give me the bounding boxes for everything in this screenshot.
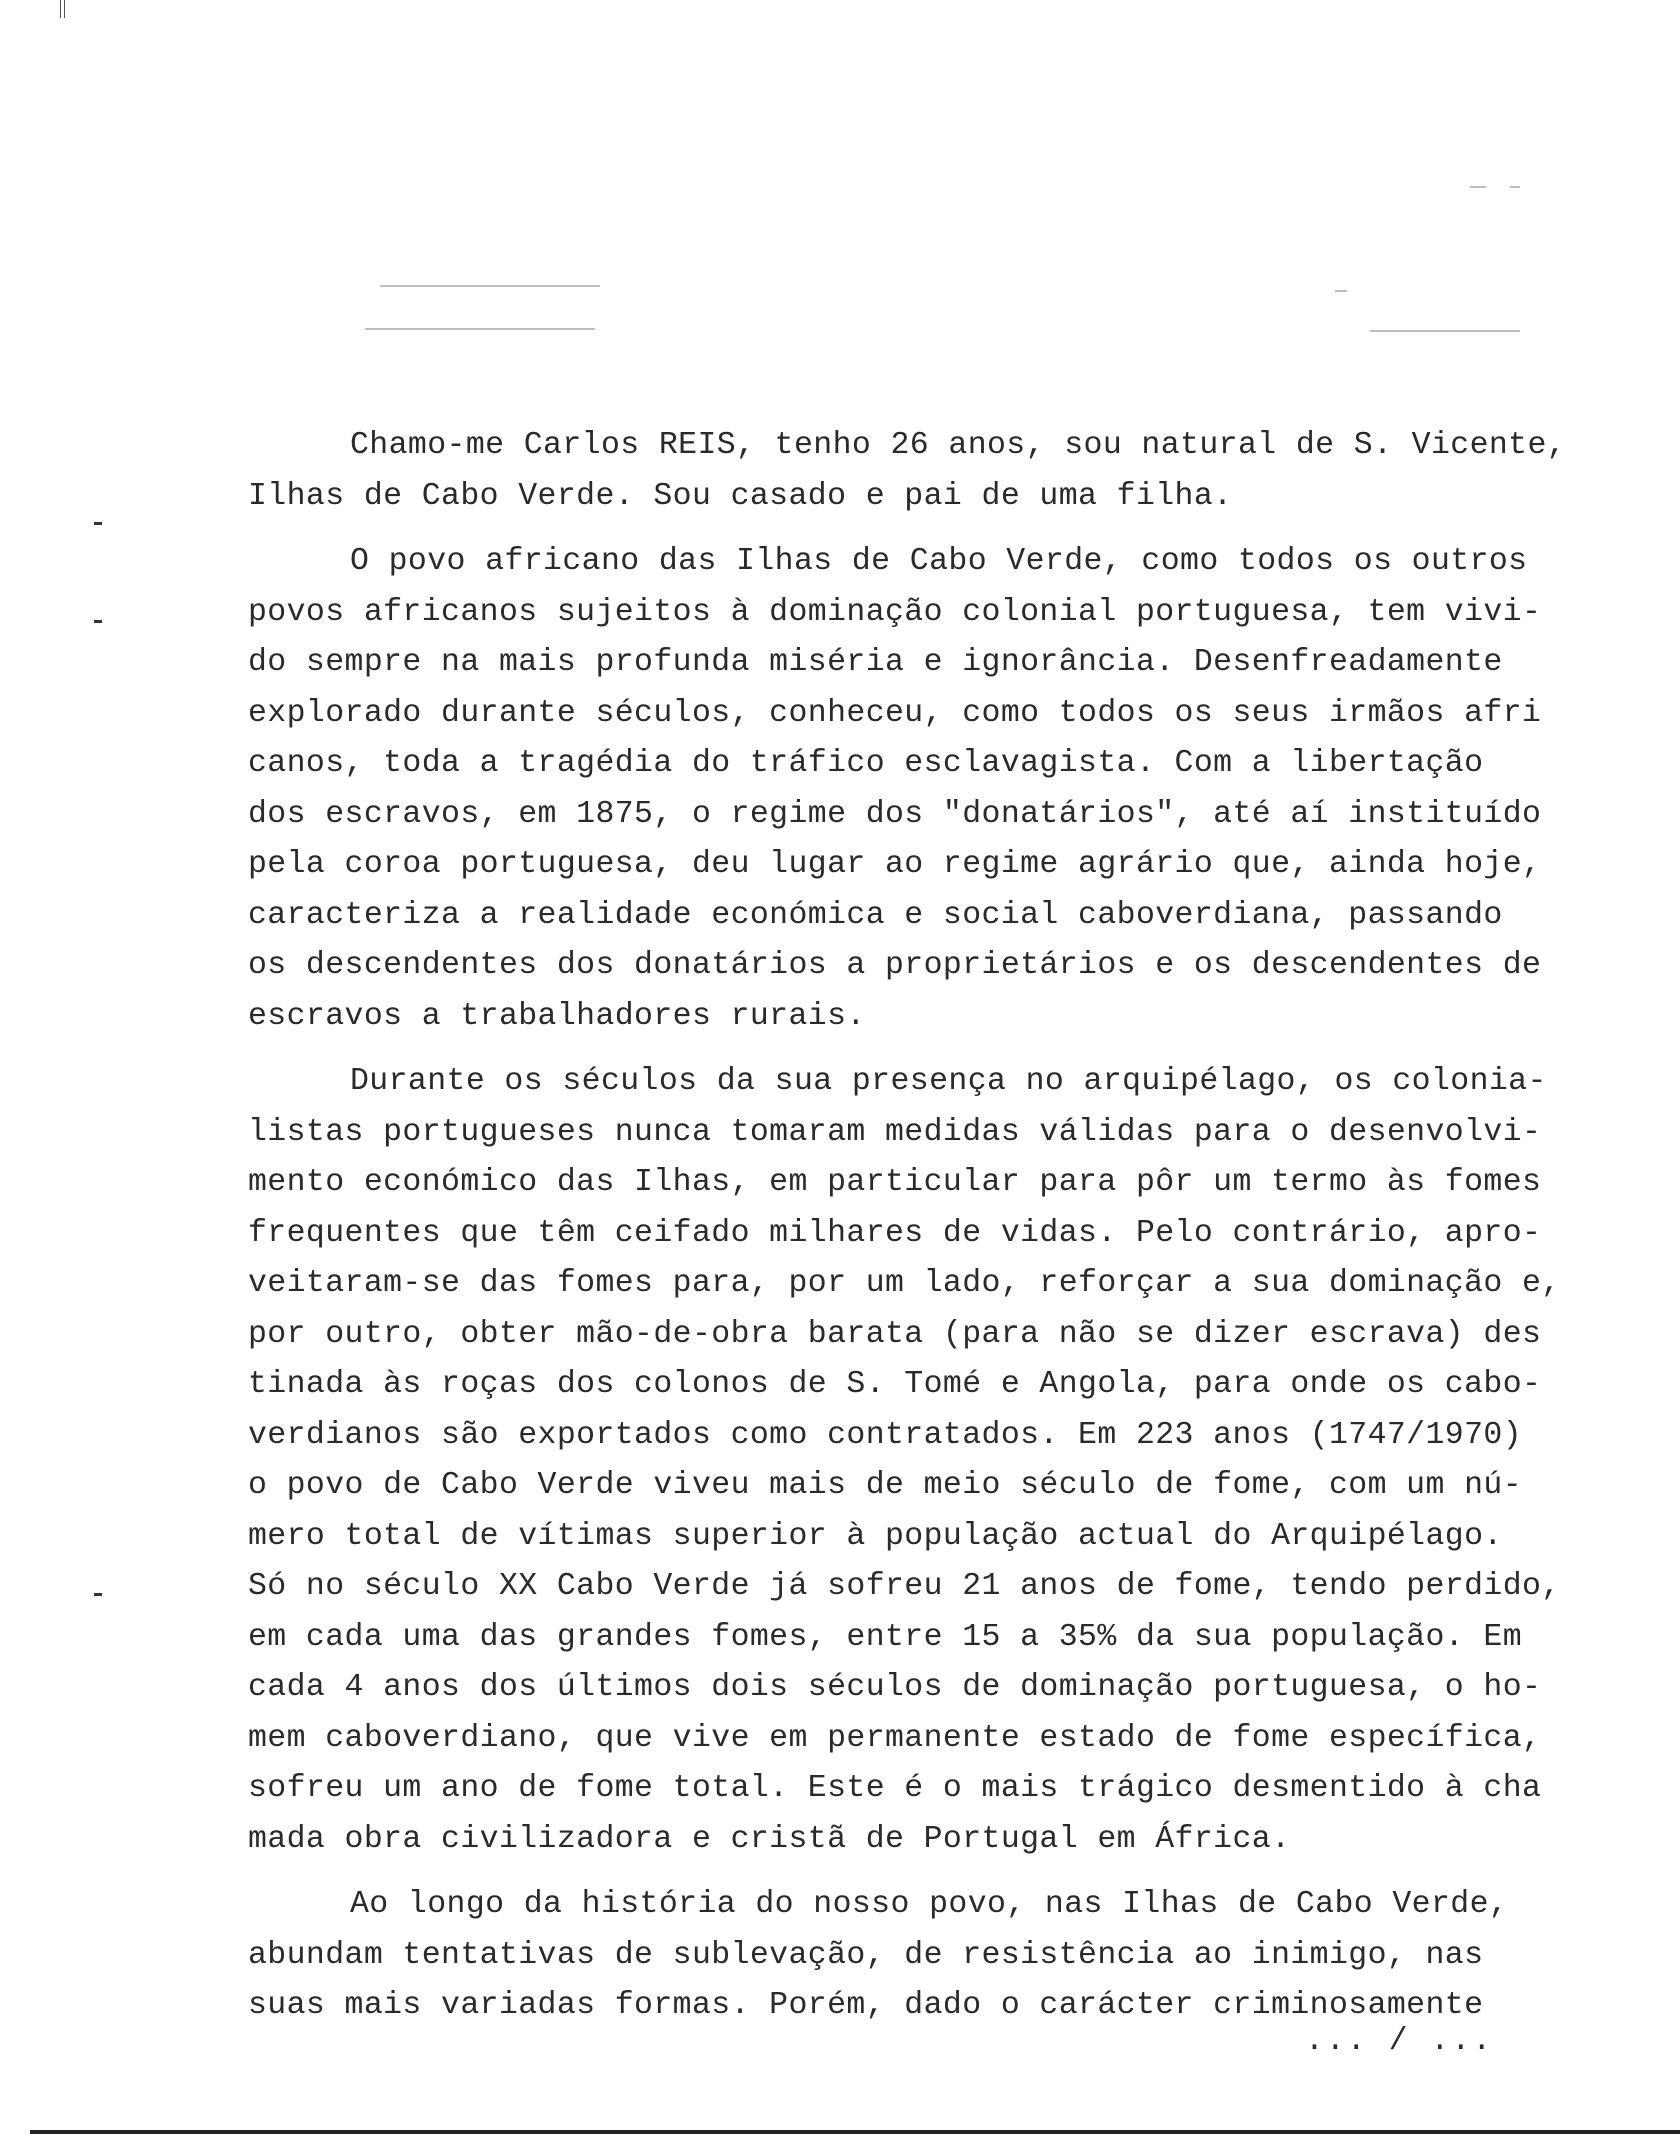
paragraph-2 [248,537,1648,1042]
text-line: Chamo-me Carlos REIS, tenho 26 anos, sou natural de S. Vicente, [350,428,1567,463]
text-line: Só no século XX Cabo Verde já sofreu 21 anos de fome, tendo perdido, [248,1569,1561,1604]
document-body [248,421,1648,2047]
text-line: do sempre na mais profunda miséria e ignorância. Desenfreadamente [248,645,1503,680]
text-line: mada obra civilizadora e cristã de Portugal em África. [248,1821,1291,1857]
text-line: verdianos são exportados como contratados. Em 223 anos (1747/1970) [248,1417,1523,1453]
paragraph-4 [248,1880,1648,2032]
text-line: o povo de Cabo Verde viveu mais de meio século de fome, com um nú- [248,1468,1523,1503]
text-line: listas portugueses nunca tomaram medidas válidas para o desenvolvi- [248,1114,1542,1150]
margin-mark [94,1593,102,1596]
margin-mark [94,620,102,623]
text-line: veitaram-se das fomes para, por um lado, reforçar a sua dominação e, [248,1266,1561,1301]
text-line: povos africanos sujeitos à dominação colonial portuguesa, tem vivi- [248,594,1542,630]
text-line: escravos a trabalhadores rurais. [248,998,866,1034]
text-line: mero total de vítimas superior à população actual do Arquipélago. [248,1518,1503,1554]
text-line: Durante os séculos da sua presença no arquipélago, os colonia- [350,1064,1547,1099]
bottom-rule [30,2130,1680,2134]
scan-speck [365,328,595,330]
scan-speck [1370,330,1520,332]
text-line: os descendentes dos donatários a proprietários e os descendentes de [248,948,1542,983]
text-line: caracteriza a realidade económica e social caboverdiana, passando [248,897,1503,933]
text-line: tinada às roças dos colonos de S. Tomé e Angola, para onde os cabo- [248,1367,1542,1402]
text-line: O povo africano das Ilhas de Cabo Verde, como todos os outros [350,544,1528,579]
text-line: cada 4 anos dos últimos dois séculos de dominação portuguesa, o ho- [248,1670,1542,1705]
text-line: por outro, obter mão-de-obra barata (para não se dizer escrava) des [248,1316,1542,1352]
text-line: sofreu um ano de fome total. Este é o mais trágico desmentido à cha [248,1771,1542,1806]
scan-speck [1510,186,1520,188]
text-line: mem caboverdiano, que vive em permanente estado de fome específica, [248,1720,1542,1756]
text-line: Ilhas de Cabo Verde. Sou casado e pai de uma filha. [248,478,1233,514]
text-line: frequentes que têm ceifado milhares de vidas. Pelo contrário, apro- [248,1215,1542,1251]
text-line: suas mais variadas formas. Porém, dado o carácter criminosamente [248,1988,1484,2023]
margin-mark [94,522,102,525]
text-line: em cada uma das grandes fomes, entre 15 a 35% da sua população. Em [248,1619,1523,1655]
text-line: mento económico das Ilhas, em particular para pôr um termo às fomes [248,1165,1542,1200]
scan-speck [1470,186,1486,188]
text-line: Ao longo da história do nosso povo, nas Ilhas de Cabo Verde, [350,1887,1509,1922]
text-line: abundam tentativas de sublevação, de resistência ao inimigo, nas [248,1937,1484,1973]
paragraph-1 [248,421,1648,522]
scan-speck [380,285,600,287]
text-line: pela coroa portuguesa, deu lugar ao regime agrário que, ainda hoje, [248,847,1542,882]
scan-speck [1335,290,1347,292]
page-continuation-marker: ... / ... [1305,2024,1494,2059]
text-line: dos escravos, em 1875, o regime dos "donatários", até aí instituído [248,796,1542,832]
paragraph-3 [248,1057,1648,1865]
text-line: explorado durante séculos, conheceu, como todos os seus irmãos afri [248,695,1542,731]
corner-mark [60,0,65,18]
text-line: canos, toda a tragédia do tráfico esclavagista. Com a libertação [248,746,1484,781]
